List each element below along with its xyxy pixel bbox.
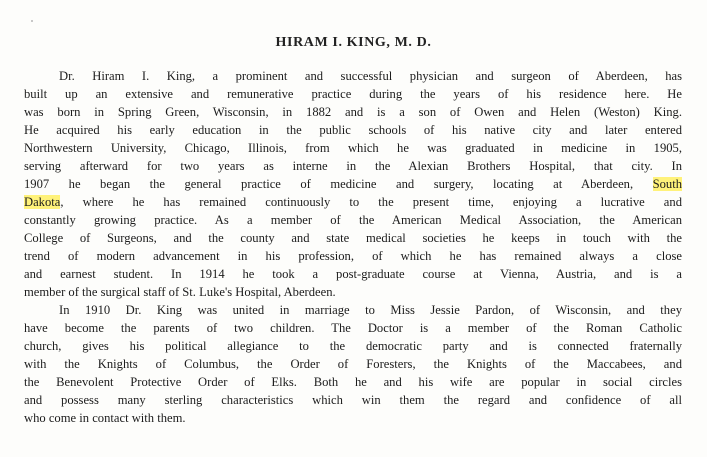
text-line [24, 409, 682, 427]
text-line [24, 301, 682, 319]
text-segment: trend of modern advancement in his profession, of which he has remained always a close [24, 249, 682, 263]
text-line [24, 355, 682, 373]
text-segment: constantly growing practice. As a member of the American Medical Association, the American [24, 213, 682, 227]
text-line [24, 319, 682, 337]
text-segment: In 1910 Dr. King was united in marriage to Miss Jessie Pardon, of Wisconsin, and they [59, 303, 682, 317]
text-segment: who come in contact with them. [24, 411, 186, 425]
highlighted-text: South [652, 177, 682, 191]
text-segment: and earnest student. In 1914 he took a post-graduate course at Vienna, Austria, and is a [24, 267, 682, 281]
scan-speck [31, 20, 33, 22]
text-segment: church, gives his political allegiance to the democratic party and is connected fraternally [24, 339, 682, 353]
text-line [24, 157, 682, 175]
text-segment: with the Knights of Columbus, the Order of Foresters, the Knights of the Maccabees, and [24, 357, 682, 371]
text-line [24, 283, 682, 301]
highlighted-text: Dakota [24, 195, 61, 209]
text-segment: was born in Spring Green, Wisconsin, in 1882 and is a son of Owen and Helen (Weston) King. [24, 105, 682, 119]
text-segment: and possess many sterling characteristics which win them the regard and confidence of all [24, 393, 682, 407]
text-line [24, 265, 682, 283]
article-body [24, 67, 682, 427]
text-line [24, 229, 682, 247]
text-segment: member of the surgical staff of St. Luke's Hospital, Aberdeen. [24, 285, 336, 299]
paragraph [24, 67, 682, 301]
text-segment: serving afterward for two years as interne in the Alexian Brothers Hospital, that city. In [24, 159, 682, 173]
paragraph [24, 301, 682, 427]
text-line [24, 175, 682, 193]
text-segment: the Benevolent Protective Order of Elks. Both he and his wife are popular in social circles [24, 375, 682, 389]
text-line [24, 103, 682, 121]
text-segment: , where he has remained continuously to the present time, enjoying a lucrative and [60, 195, 682, 209]
page-title: HIRAM I. KING, M. D. [275, 35, 432, 50]
text-segment: Dr. Hiram I. King, a prominent and successful physician and surgeon of Aberdeen, has [59, 69, 682, 83]
text-segment: have become the parents of two children. The Doctor is a member of the Roman Catholic [24, 321, 682, 335]
text-line [24, 193, 682, 211]
text-line [24, 247, 682, 265]
text-line [24, 121, 682, 139]
text-line [24, 337, 682, 355]
text-line [24, 67, 682, 85]
text-segment: built up an extensive and remunerative practice during the years of his residence here. He [24, 87, 682, 101]
text-segment: He acquired his early education in the public schools of his native city and later entered [24, 123, 682, 137]
text-line [24, 391, 682, 409]
text-segment: 1907 he began the general practice of medicine and surgery, locating at Aberdeen, [24, 177, 653, 191]
text-segment: College of Surgeons, and the county and state medical societies he keeps in touch with the [24, 231, 682, 245]
text-segment: Northwestern University, Chicago, Illinois, from which he was graduated in medicine in 1905, [24, 141, 682, 155]
text-line [24, 85, 682, 103]
text-line [24, 211, 682, 229]
text-line [24, 373, 682, 391]
text-line [24, 139, 682, 157]
